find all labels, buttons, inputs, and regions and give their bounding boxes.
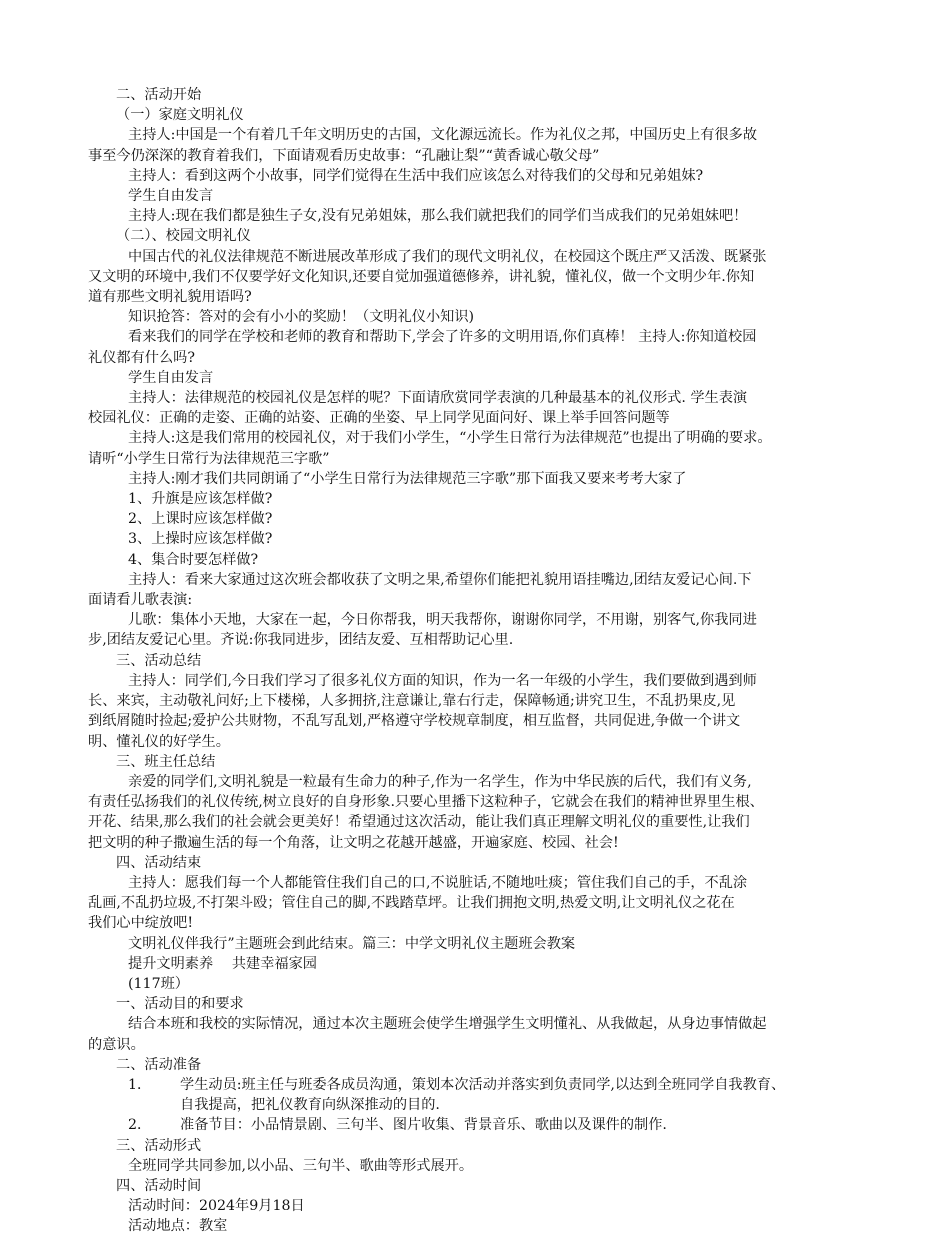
document-body xyxy=(88,85,868,1075)
preparation-list xyxy=(88,1075,868,1136)
list-number: 1． xyxy=(128,1076,152,1093)
text-line: 知识抢答：答对的会有小小的奖励！（文明礼仪小知识) xyxy=(128,309,475,326)
text-line: 主持人：看来大家通过这次班会都收获了文明之果,希望你们能把礼貌用语挂嘴边,团结友爱记心间.下 xyxy=(128,571,752,588)
text-line: 主持人:刚才我们共同朗诵了“小学生日常行为法律规范三字歌”那下面我又要来考考大家了 xyxy=(128,470,687,487)
text-line: 三、活动形式 xyxy=(116,1137,202,1154)
text-line: 又文明的环境中,我们不仅要学好文化知识,还要自觉加强道德修养，讲礼貌，懂礼仪，做一个文明少年.你知 xyxy=(88,268,755,285)
text-line: 3、上操时应该怎样做? xyxy=(128,531,273,548)
text-line: 4、集合时要怎样做? xyxy=(128,551,259,568)
list-text-line: 自我提高，把礼仪教育向纵深推动的目的. xyxy=(180,1097,440,1114)
text-line: 中国古代的礼仪法律规范不断进展改革形成了我们的现代文明礼仪，在校园这个既庄严又活泼、既紧张 xyxy=(128,248,767,265)
list-text xyxy=(180,1115,868,1135)
text-line: 到纸屑随时捡起;爱护公共财物，不乱写乱划,严格遵守学校规章制度，相互监督，共同促进,争做一个讲文 xyxy=(88,713,741,730)
text-line: 主持人：法律规范的校园礼仪是怎样的呢？下面请欣赏同学表演的几种最基本的礼仪形式. 学生表演 xyxy=(128,390,748,407)
list-text-line: 准备节目：小品情景剧、三句半、图片收集、背景音乐、歌曲以及课件的制作. xyxy=(180,1117,667,1134)
text-line: 道有那些文明礼貌用语吗? xyxy=(88,289,252,306)
text-line: 校园礼仪：正确的走姿、正确的站姿、正确的坐姿、早上同学见面问好、课上举手回答问题等 xyxy=(88,410,670,427)
text-line: 明、懂礼仪的好学生。 xyxy=(88,733,230,750)
text-line: 主持人:现在我们都是独生子女,没有兄弟姐妹，那么我们就把我们的同学们当成我们的兄弟姐妹吧！ xyxy=(128,208,748,225)
text-line: 面请看儿歌表演: xyxy=(88,592,193,609)
text-line: 我们心中绽放吧! xyxy=(88,915,194,932)
text-line: 四、活动时间 xyxy=(116,1177,202,1194)
text-line: 三、班主任总结 xyxy=(116,753,216,770)
text-line: 2、上课时应该怎样做? xyxy=(128,511,273,528)
text-line: 开花、结果,那么我们的社会就会更美好！希望通过这次活动，能让我们真正理解文明礼仪的重要性,让我们 xyxy=(88,814,750,831)
text-line: （一）家庭文明礼仪 xyxy=(116,107,244,124)
text-line: 步,团结友爱记心里。齐说:你我同进步，团结友爱、互相帮助记心里. xyxy=(88,632,514,649)
text-line: 活动地点：教室 xyxy=(128,1218,228,1235)
text-line: 事至今仍深深的教育着我们，下面请观看历史故事：“孔融让梨”“黄香诚心敬父母” xyxy=(88,147,600,164)
text-line: 活动时间：2024年9月18日 xyxy=(128,1198,305,1215)
text-line: 四、活动结束 xyxy=(116,854,202,871)
text-line: 主持人:中国是一个有着几千年文明历史的古国，文化源远流长。作为礼仪之邦，中国历史上有很多故 xyxy=(128,127,758,144)
text-line: 1、升旗是应该怎样做? xyxy=(128,491,273,508)
document-tail xyxy=(88,1136,868,1237)
text-line: 的意识。 xyxy=(88,1036,145,1053)
text-line: 三、活动总结 xyxy=(116,652,202,669)
list-item xyxy=(88,1115,868,1135)
text-line: 学生自由发言 xyxy=(128,369,214,386)
text-line: 主持人：同学们,今日我们学习了很多礼仪方面的知识，作为一名一年级的小学生，我们要做到遇到师 xyxy=(128,672,757,689)
list-text-line: 学生动员:班主任与班委各成员沟通，策划本次活动并落实到负责同学,以达到全班同学自我教育、 xyxy=(180,1076,786,1093)
text-line: 有责任弘扬我们的礼仪传统,树立良好的自身形象.只要心里播下这粒种子，它就会在我们的精神世界里生根、 xyxy=(88,794,764,811)
text-line: 全班同学共同参加,以小品、三句半、歌曲等形式展开。 xyxy=(128,1157,474,1174)
text-line: 看来我们的同学在学校和老师的教育和帮助下,学会了许多的文明用语,你们真棒！ 主持人:你知道校园 xyxy=(128,329,757,346)
text-line: 二、活动开始 xyxy=(116,87,202,103)
list-text xyxy=(180,1075,868,1115)
text-line: （二）、校园文明礼仪 xyxy=(116,228,251,245)
text-line: 请听“小学生日常行为法律规范三字歌” xyxy=(88,450,330,467)
text-line: (117班） xyxy=(128,975,189,992)
text-line: 文明礼仪伴我行”主题班会到此结束。篇三：中学文明礼仪主题班会教案 xyxy=(128,935,576,952)
text-line: 学生自由发言 xyxy=(128,188,214,205)
text-line: 亲爱的同学们,文明礼貌是一粒最有生命力的种子,作为一名学生，作为中华民族的后代，我们有义务, xyxy=(128,773,752,790)
text-line: 结合本班和我校的实际情况，通过本次主题班会使学生增强学生文明懂礼、从我做起，从身边事情做起 xyxy=(128,1016,767,1033)
text-line: 主持人：看到这两个小故事，同学们觉得在生活中我们应该怎么对待我们的父母和兄弟姐妹? xyxy=(128,167,704,184)
text-line: 把文明的种子撒遍生活的每一个角落，让文明之花越开越盛，开遍家庭、校园、社会! xyxy=(88,834,619,851)
text-line: 乱画,不乱扔垃圾,不打架斗殴；管住自己的脚,不践踏草坪。让我们拥抱文明,热爱文明,让文明礼仪之花在 xyxy=(88,895,735,912)
text-line: 长、来宾，主动敬礼问好;上下楼梯，人多拥挤,注意谦让,靠右行走，保障畅通;讲究卫生，不乱扔果皮,见 xyxy=(88,693,736,710)
text-line: 主持人:这是我们常用的校园礼仪，对于我们小学生，“小学生日常行为法律规范”也提出了明确的要求。 xyxy=(128,430,772,447)
list-number: 2． xyxy=(128,1117,152,1134)
text-line: 儿歌：集体小天地，大家在一起，今日你帮我，明天我帮你，谢谢你同学，不用谢，别客气,你我同进 xyxy=(128,612,757,629)
text-line: 提升文明素养 共建幸福家园 xyxy=(128,955,317,972)
text-line: 主持人：愿我们每一个人都能管住我们自己的口,不说脏话,不随地吐痰；管住我们自己的手，不乱涂 xyxy=(128,874,748,891)
text-line: 礼仪都有什么吗? xyxy=(88,349,195,366)
list-item xyxy=(88,1075,868,1115)
text-line: 二、活动准备 xyxy=(116,1056,202,1073)
text-line: 一、活动目的和要求 xyxy=(116,996,244,1013)
